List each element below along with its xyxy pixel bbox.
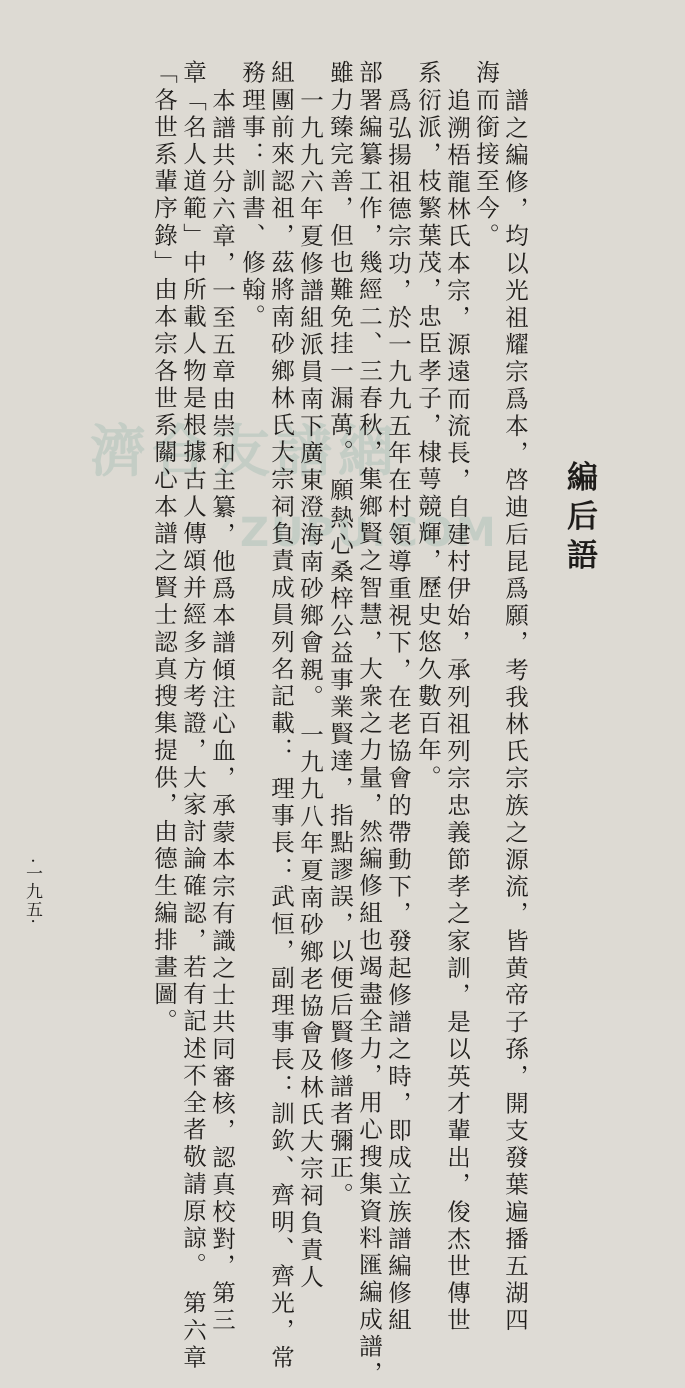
page-number: ·一九五· (22, 858, 42, 925)
text-column: 章「名人道範」中所載人物是根據古人傳頌并經多方考證，大家討論確認，若有記述不全者敬請原諒。 第六章 (179, 60, 207, 1372)
text-column: 海而銜接至今。 (472, 60, 500, 250)
text-column: 爲弘揚祖德宗功，於一九九五年在村領導重視下，在老協會的帶動下，發起修譜之時，即成立族譜編修組 (384, 88, 412, 1335)
text-column: 系衍派，枝繁葉茂，忠臣孝子，棣萼競輝，歷史悠久數百年。 (414, 60, 442, 792)
title-char: 語 (567, 538, 598, 574)
text-column: 譜之編修，均以光祖耀宗爲本，啓迪后昆爲願，考我林氏宗族之源流，皆黄帝子孫，開支發葉遍播五湖四 (501, 88, 529, 1335)
watermark-text: 濟合友譜網 (90, 420, 400, 485)
title-char: 后 (567, 499, 598, 535)
title-char: 編 (567, 460, 598, 496)
text-column: 追溯梧龍林氏本宗，源遠而流長，自建村伊始，承列祖列宗忠義節孝之家訓，是以英才輩出，俊杰世傳世 (443, 88, 471, 1335)
text-column: 部署編纂工作，幾經二、三春秋，集鄉賢之智慧，大衆之力量，然編修組也竭盡全力，用心搜集資料匯編成譜， (355, 60, 383, 1388)
text-column: 務理事：訓書、修翰。 (238, 60, 266, 331)
text-column: 雖力臻完善，但也難免挂一漏萬。 願熱心桑梓公益事業賢達，指點謬誤，以便后賢修譜者彌正。 (326, 60, 354, 1210)
text-column: 本譜共分六章，一至五章由崇和主纂，他爲本譜傾注心血，承蒙本宗有識之士共同審核，認真校對，第三 (208, 88, 236, 1335)
text-column: 一九九六年夏修譜組派員南下廣東澄海南砂鄉會親。 一九九八年夏南砂鄉老協會及林氏大宗祠負責人 (296, 88, 324, 1292)
text-column: 「各世系輩序錄」由本宗各世系關心本譜之賢士認真搜集提供，由德生編排畫圖。 (150, 60, 178, 1036)
text-column: 組團前來認祖，茲將南砂鄉林氏大宗祠負責成員列名記載： 理事長：武恒，副理事長：訓欽、齊明、齊光，常 (267, 60, 295, 1372)
watermark-subtext: ZUPU.COM (240, 510, 498, 556)
